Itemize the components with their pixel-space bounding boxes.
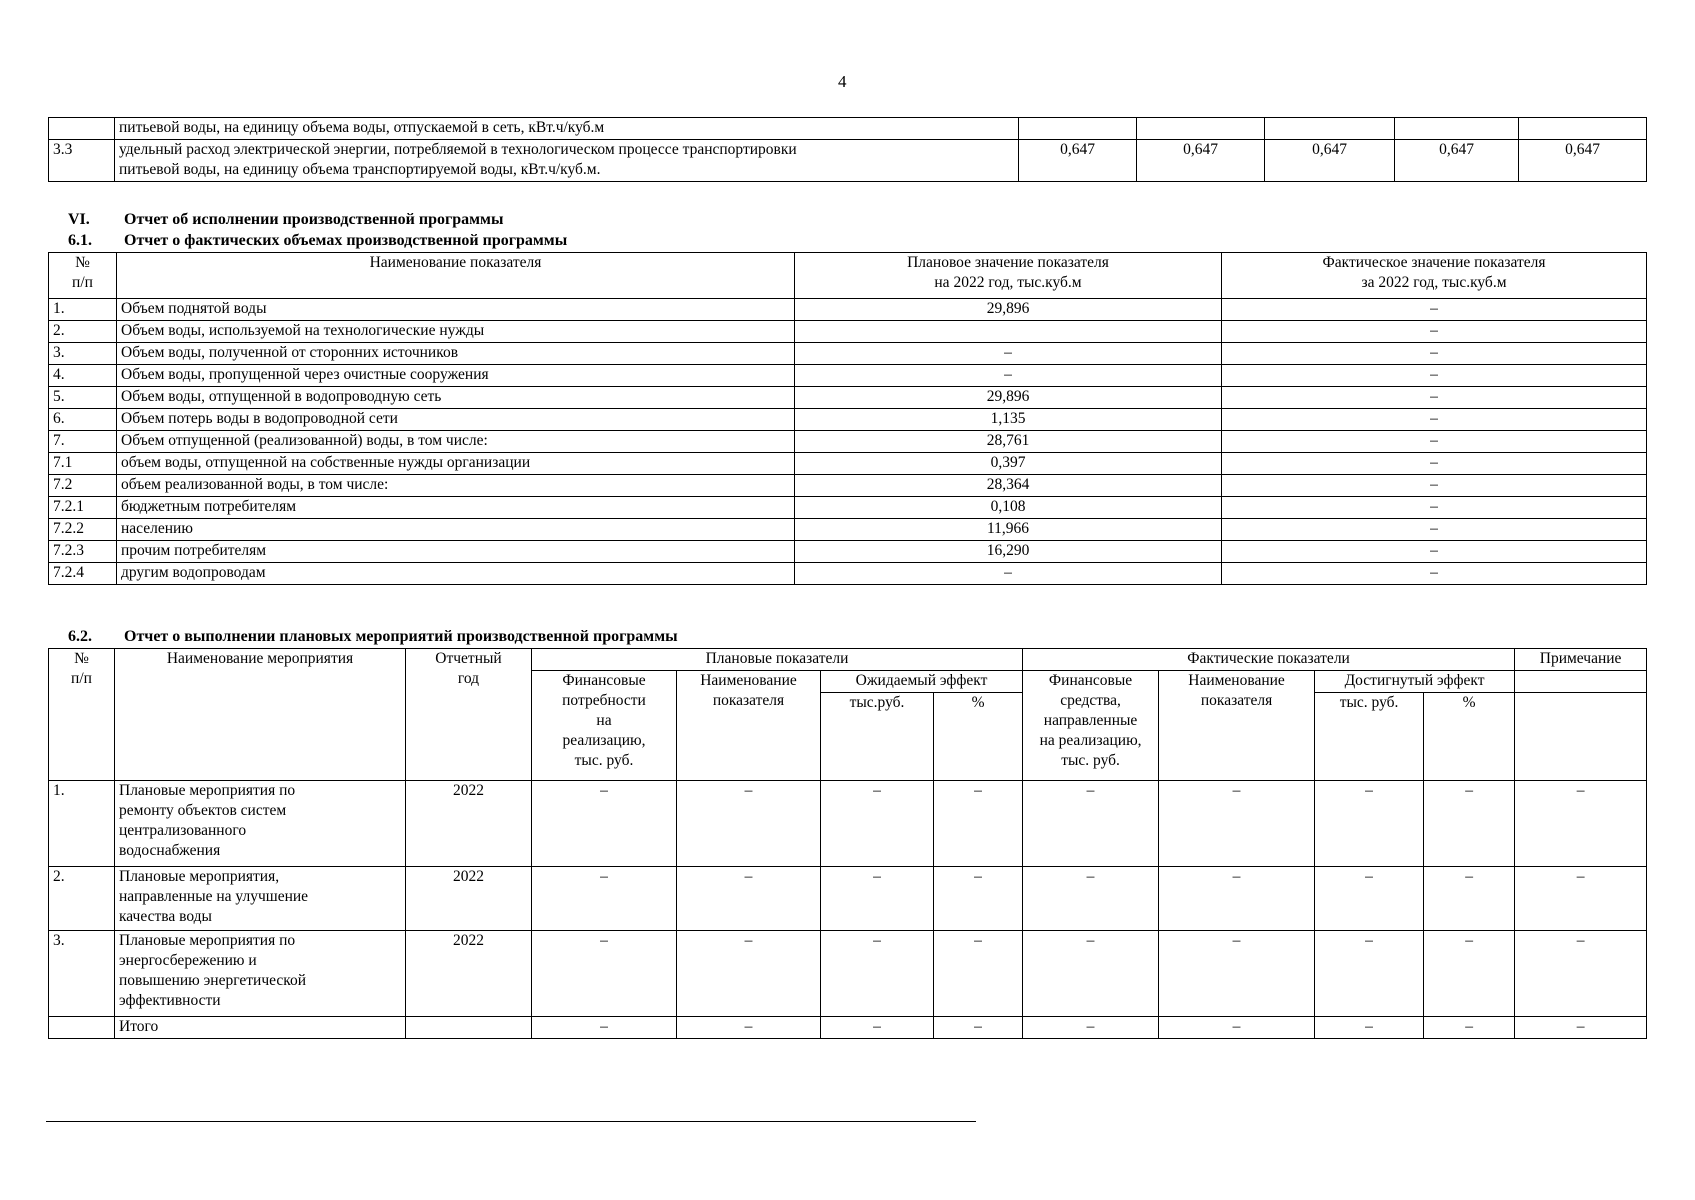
report-year: 2022 <box>406 781 532 867</box>
plan-value: 0,108 <box>795 497 1222 519</box>
table-6-2-body <box>49 781 1647 1039</box>
value-cell: 0,647 <box>1019 140 1137 182</box>
header-fact-indicator <box>1159 671 1315 781</box>
table-row <box>49 781 1647 867</box>
value-cell <box>1519 118 1647 140</box>
measure-name-line: направленные на улучшение <box>119 888 309 905</box>
indicator-name-line: удельный расход электрической энергии, потребляемой в технологическом процессе транспортировки <box>119 141 797 158</box>
plan-value: 0,397 <box>795 453 1222 475</box>
measure-name-line: водоснабжения <box>119 842 221 859</box>
row-number: 7.2.2 <box>49 519 117 541</box>
table-6-1-body <box>49 299 1647 585</box>
table-row <box>49 409 1647 431</box>
plan-value: – <box>795 343 1222 365</box>
header-note-blank <box>1515 693 1647 781</box>
page-number: 4 <box>838 72 847 91</box>
value-cell: – <box>934 781 1023 867</box>
fact-value: – <box>1222 365 1647 387</box>
value-cell: – <box>677 867 821 931</box>
plan-value: 28,364 <box>795 475 1222 497</box>
header-line: Плановое значение показателя <box>907 254 1109 271</box>
header-name: Наименование показателя <box>117 253 795 299</box>
value-cell: – <box>1315 867 1424 931</box>
header-num <box>49 253 117 299</box>
header-line: за 2022 год, тыс.куб.м <box>1361 274 1507 291</box>
value-cell: – <box>1424 1017 1515 1039</box>
value-cell: – <box>532 931 677 1017</box>
value-cell: 0,647 <box>1519 140 1647 182</box>
table-row <box>49 867 1647 931</box>
value-cell: – <box>532 781 677 867</box>
plan-value <box>795 321 1222 343</box>
table-6-2 <box>48 648 1647 1039</box>
header-note: Примечание <box>1515 649 1647 671</box>
header-fact-rub: тыс. руб. <box>1315 693 1424 781</box>
indicator-name: прочим потребителям <box>117 541 795 563</box>
value-cell: 0,647 <box>1265 140 1395 182</box>
row-number: 3. <box>49 931 115 1017</box>
table-header-row <box>49 253 1647 299</box>
plan-value: 29,896 <box>795 299 1222 321</box>
header-plan-effect: Ожидаемый эффект <box>821 671 1023 693</box>
value-cell: – <box>1159 781 1315 867</box>
plan-value: 29,896 <box>795 387 1222 409</box>
section-number: 6.2. <box>68 628 92 645</box>
header-fact-fin <box>1023 671 1159 781</box>
header-line: Финансовые <box>1048 672 1133 689</box>
row-number: 3. <box>49 343 117 365</box>
indicator-name: Объем воды, полученной от сторонних источников <box>117 343 795 365</box>
row-number <box>49 1017 115 1039</box>
value-cell: – <box>1515 781 1647 867</box>
fact-value: – <box>1222 541 1647 563</box>
total-row <box>49 1017 1647 1039</box>
header-fact <box>1222 253 1647 299</box>
row-number: 2. <box>49 867 115 931</box>
header-line: показателя <box>712 692 785 709</box>
table-header-row <box>49 649 1647 671</box>
header-line: потребности <box>562 692 646 709</box>
report-year: 2022 <box>406 931 532 1017</box>
measure-name-line: ремонту объектов систем <box>119 802 287 819</box>
header-name: Наименование мероприятия <box>115 649 406 781</box>
section-title: Отчет об исполнении производственной программы <box>124 211 504 228</box>
header-fact-pct: % <box>1424 693 1515 781</box>
indicator-name: Объем отпущенной (реализованной) воды, в том числе: <box>117 431 795 453</box>
value-cell: – <box>1515 1017 1647 1039</box>
header-plan-pct: % <box>934 693 1023 781</box>
indicator-name-line: питьевой воды, на единицу объема транспортируемой воды, кВт.ч/куб.м. <box>119 161 601 178</box>
value-cell: – <box>934 931 1023 1017</box>
header-line: Наименование <box>1188 672 1285 689</box>
value-cell: – <box>1424 781 1515 867</box>
header-line: п/п <box>71 670 92 687</box>
value-cell: – <box>1515 867 1647 931</box>
section-6-1-heading <box>68 231 567 251</box>
measure-name <box>115 931 406 1017</box>
header-plan-indicator <box>677 671 821 781</box>
indicator-name: питьевой воды, на единицу объема воды, отпускаемой в сеть, кВт.ч/куб.м <box>115 118 1019 140</box>
fact-value: – <box>1222 431 1647 453</box>
header-line: средства, <box>1060 692 1121 709</box>
value-cell: – <box>821 781 934 867</box>
table-row <box>49 343 1647 365</box>
top-table <box>48 117 1647 182</box>
row-number: 7.2.1 <box>49 497 117 519</box>
indicator-name: объем воды, отпущенной на собственные нужды организации <box>117 453 795 475</box>
value-cell: 0,647 <box>1137 140 1265 182</box>
indicator-name: Объем воды, используемой на технологические нужды <box>117 321 795 343</box>
plan-value: 1,135 <box>795 409 1222 431</box>
value-cell: – <box>1159 1017 1315 1039</box>
measure-name <box>115 867 406 931</box>
value-cell: – <box>1315 931 1424 1017</box>
value-cell: – <box>677 781 821 867</box>
header-plan-rub: тыс.руб. <box>821 693 934 781</box>
header-plan-fin <box>532 671 677 781</box>
table-6-1 <box>48 252 1647 585</box>
indicator-name: Объем воды, пропущенной через очистные сооружения <box>117 365 795 387</box>
table-row <box>49 321 1647 343</box>
header-line: № <box>75 254 90 271</box>
table-row <box>49 365 1647 387</box>
indicator-name: населению <box>117 519 795 541</box>
header-line: на 2022 год, тыс.куб.м <box>934 274 1082 291</box>
row-number: 7.2.3 <box>49 541 117 563</box>
indicator-name: объем реализованной воды, в том числе: <box>117 475 795 497</box>
value-cell: – <box>1315 781 1424 867</box>
value-cell: – <box>532 1017 677 1039</box>
row-number: 6. <box>49 409 117 431</box>
section-number: VI. <box>68 211 90 228</box>
header-line: п/п <box>72 274 93 291</box>
indicator-name: Объем потерь воды в водопроводной сети <box>117 409 795 431</box>
fact-value: – <box>1222 409 1647 431</box>
measure-name-line: эффективности <box>119 992 221 1009</box>
value-cell: – <box>821 1017 934 1039</box>
header-year <box>406 649 532 781</box>
header-num <box>49 649 115 781</box>
value-cell: – <box>821 867 934 931</box>
indicator-name: Объем воды, отпущенной в водопроводную сеть <box>117 387 795 409</box>
indicator-name: Объем поднятой воды <box>117 299 795 321</box>
table-row <box>49 519 1647 541</box>
fact-value: – <box>1222 299 1647 321</box>
value-cell: – <box>532 867 677 931</box>
table-row <box>49 497 1647 519</box>
value-cell <box>1019 118 1137 140</box>
section-6-2-heading <box>68 627 678 647</box>
plan-value: 11,966 <box>795 519 1222 541</box>
value-cell: – <box>1159 867 1315 931</box>
table-row <box>49 563 1647 585</box>
section-title: Отчет о выполнении плановых мероприятий производственной программы <box>124 628 678 645</box>
value-cell: – <box>1023 1017 1159 1039</box>
value-cell: 0,647 <box>1395 140 1519 182</box>
fact-value: – <box>1222 387 1647 409</box>
plan-value: – <box>795 563 1222 585</box>
header-line: год <box>457 670 480 687</box>
measure-name-line: Плановые мероприятия, <box>119 868 280 885</box>
header-line: показателя <box>1200 692 1273 709</box>
row-number: 7.2 <box>49 475 117 497</box>
value-cell <box>1137 118 1265 140</box>
row-number: 3.3 <box>49 140 115 182</box>
header-fact-effect: Достигнутый эффект <box>1315 671 1515 693</box>
header-line: тыс. руб. <box>574 752 634 769</box>
row-number: 4. <box>49 365 117 387</box>
footnote-divider <box>46 1121 976 1122</box>
value-cell: – <box>1023 931 1159 1017</box>
value-cell: – <box>677 1017 821 1039</box>
row-number: 1. <box>49 299 117 321</box>
measure-name <box>115 781 406 867</box>
value-cell: – <box>1515 931 1647 1017</box>
plan-value: – <box>795 365 1222 387</box>
measure-name-line: качества воды <box>119 908 212 925</box>
measure-name-line: энергосбережению и <box>119 952 257 969</box>
fact-value: – <box>1222 453 1647 475</box>
measure-name-line: повышению энергетической <box>119 972 307 989</box>
measure-name-line: Плановые мероприятия по <box>119 932 296 949</box>
row-number: 7. <box>49 431 117 453</box>
report-year <box>406 1017 532 1039</box>
header-line: Фактическое значение показателя <box>1322 254 1546 271</box>
indicator-name: бюджетным потребителям <box>117 497 795 519</box>
value-cell <box>1395 118 1519 140</box>
section-number: 6.1. <box>68 232 92 249</box>
total-label: Итого <box>115 1017 406 1039</box>
fact-value: – <box>1222 519 1647 541</box>
table-row <box>49 387 1647 409</box>
header-line: № <box>74 650 89 667</box>
header-line: Отчетный <box>435 650 502 667</box>
value-cell: – <box>821 931 934 1017</box>
value-cell: – <box>934 867 1023 931</box>
fact-value: – <box>1222 475 1647 497</box>
header-line: на <box>596 712 612 729</box>
table-row <box>49 475 1647 497</box>
section-6-heading <box>68 210 503 230</box>
header-fact-group: Фактические показатели <box>1023 649 1515 671</box>
measure-name-line: централизованного <box>119 822 247 839</box>
header-line: реализацию, <box>562 732 646 749</box>
row-number: 1. <box>49 781 115 867</box>
table-row <box>49 431 1647 453</box>
report-year: 2022 <box>406 867 532 931</box>
header-line: направленные <box>1043 712 1138 729</box>
header-line: Финансовые <box>562 672 646 689</box>
measure-name-line: Плановые мероприятия по <box>119 782 296 799</box>
value-cell: – <box>1424 867 1515 931</box>
row-number: 7.2.4 <box>49 563 117 585</box>
indicator-name <box>115 140 1019 182</box>
value-cell <box>1265 118 1395 140</box>
header-note-blank <box>1515 671 1647 693</box>
value-cell: – <box>1023 867 1159 931</box>
value-cell: – <box>1023 781 1159 867</box>
header-line: на реализацию, <box>1039 732 1142 749</box>
value-cell: – <box>1315 1017 1424 1039</box>
section-title: Отчет о фактических объемах производственной программы <box>124 232 568 249</box>
fact-value: – <box>1222 343 1647 365</box>
indicator-name: другим водопроводам <box>117 563 795 585</box>
fact-value: – <box>1222 321 1647 343</box>
value-cell: – <box>677 931 821 1017</box>
value-cell: – <box>934 1017 1023 1039</box>
table-row <box>49 118 1647 140</box>
fact-value: – <box>1222 497 1647 519</box>
table-row <box>49 453 1647 475</box>
row-number: 2. <box>49 321 117 343</box>
value-cell: – <box>1424 931 1515 1017</box>
header-line: тыс. руб. <box>1061 752 1120 769</box>
fact-value: – <box>1222 563 1647 585</box>
header-plan <box>795 253 1222 299</box>
header-plan-group: Плановые показатели <box>532 649 1023 671</box>
table-row <box>49 299 1647 321</box>
plan-value: 16,290 <box>795 541 1222 563</box>
row-number: 7.1 <box>49 453 117 475</box>
table-row <box>49 931 1647 1017</box>
table-row <box>49 140 1647 182</box>
table-row <box>49 541 1647 563</box>
plan-value: 28,761 <box>795 431 1222 453</box>
row-number <box>49 118 115 140</box>
value-cell: – <box>1159 931 1315 1017</box>
row-number: 5. <box>49 387 117 409</box>
header-line: Наименование <box>700 672 797 689</box>
